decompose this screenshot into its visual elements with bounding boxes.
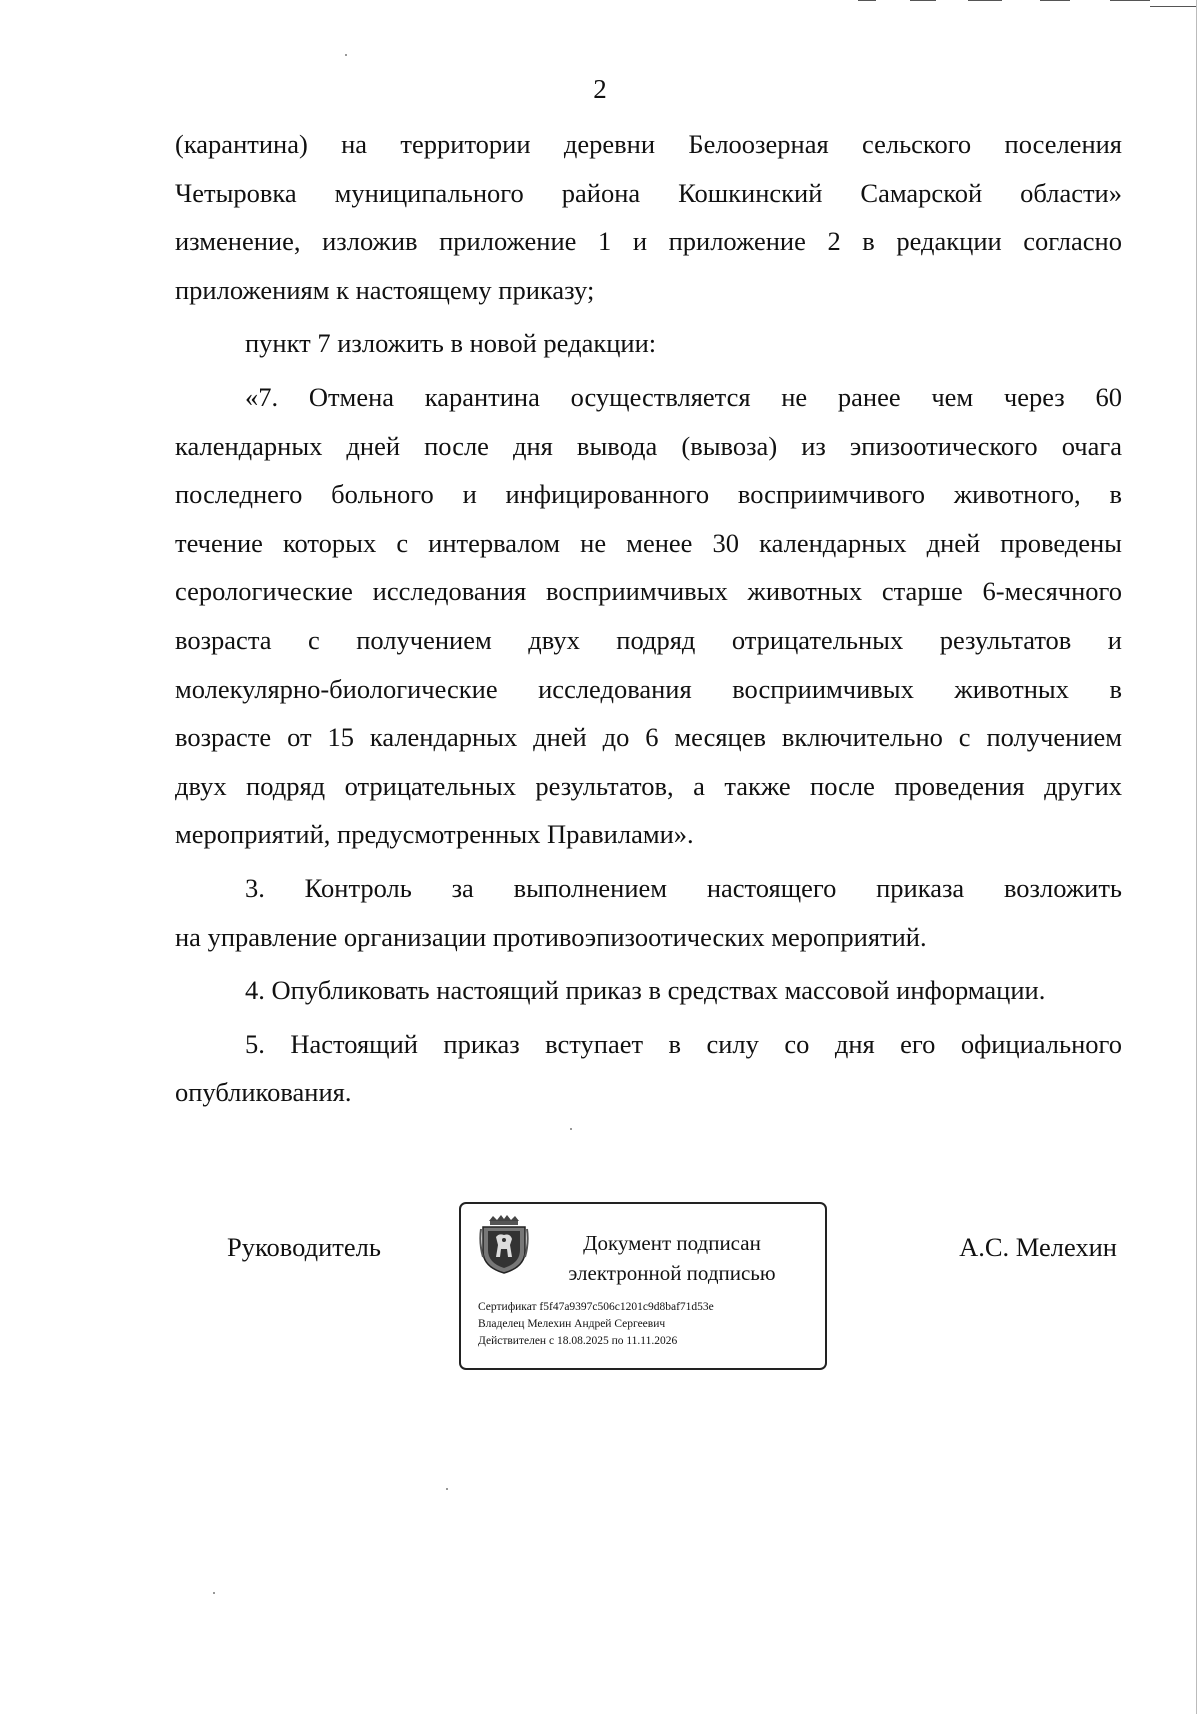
paragraph-line: календарных дней после дня вывода (вывоза) из эпизоотического очага <box>175 430 1122 461</box>
stamp-owner: Владелец Мелехин Андрей Сергеевич <box>478 1318 666 1330</box>
page-number: 2 <box>593 74 607 104</box>
body-text <box>175 120 1122 1117</box>
paragraph <box>175 120 1122 314</box>
paragraph-line: «7. Отмена карантина осуществляется не ранее чем через 60 <box>245 381 1122 412</box>
stamp-heading-line2: электронной подписью <box>568 1261 776 1285</box>
signer-position: Руководитель <box>227 1232 381 1262</box>
stamp-heading <box>541 1228 803 1288</box>
paragraph-line: на управление организации противоэпизоотических мероприятий. <box>175 921 927 952</box>
paragraph-line: пункт 7 изложить в новой редакции: <box>245 328 657 359</box>
paragraph-line: 3. Контроль за выполнением настоящего приказа возложить <box>245 872 1122 903</box>
electronic-signature-stamp <box>459 1202 827 1370</box>
paragraph-line: приложениям к настоящему приказу; <box>175 274 595 305</box>
scan-dot <box>213 1592 215 1594</box>
paragraph <box>175 966 1122 1015</box>
paragraph <box>175 864 1122 961</box>
scan-dot <box>345 54 347 56</box>
paragraph-line: серологические исследования восприимчивых животных старше 6-месячного <box>175 576 1122 607</box>
paragraph-line: возраста с получением двух подряд отрицательных результатов и <box>175 624 1122 655</box>
paragraph-line: опубликования. <box>175 1077 352 1108</box>
paragraph-line: 5. Настоящий приказ вступает в силу со дня его официального <box>245 1028 1122 1059</box>
signer-name: А.С. Мелехин <box>959 1232 1117 1262</box>
paragraph-line: Четыровка муниципального района Кошкинский Самарской области» <box>175 177 1122 208</box>
scan-mark <box>1040 0 1070 1</box>
stamp-certificate: Сертификат f5f47a9397c506c1201c9d8baf71d53e <box>478 1301 714 1313</box>
scan-mark <box>968 0 1002 1</box>
paragraph-line: возрасте от 15 календарных дней до 6 месяцев включительно с получением <box>175 722 1122 753</box>
stamp-details <box>478 1299 714 1350</box>
scan-mark <box>1196 0 1197 1714</box>
paragraph-line: (карантина) на территории деревни Белоозерная сельского поселения <box>175 129 1122 159</box>
stamp-heading-line1: Документ подписан <box>583 1231 761 1255</box>
stamp-validity: Действителен с 18.08.2025 по 11.11.2026 <box>478 1335 678 1347</box>
paragraph <box>175 319 1122 368</box>
scan-dot <box>446 1488 448 1490</box>
scan-mark <box>910 0 936 1</box>
paragraph <box>175 1020 1122 1117</box>
paragraph-line: мероприятий, предусмотренных Правилами». <box>175 819 694 850</box>
paragraph-line: двух подряд отрицательных результатов, а также после проведения других <box>175 770 1122 801</box>
samara-coat-of-arms-icon <box>479 1213 529 1275</box>
paragraph-line: изменение, изложив приложение 1 и приложение 2 в редакции согласно <box>175 226 1122 257</box>
paragraph-line: 4. Опубликовать настоящий приказ в средствах массовой информации. <box>245 975 1046 1006</box>
scan-mark <box>858 0 876 1</box>
paragraph-line: молекулярно-биологические исследования восприимчивых животных в <box>175 673 1122 704</box>
scan-mark <box>1150 6 1196 7</box>
scan-mark <box>1110 0 1150 1</box>
scan-dot <box>570 1128 572 1130</box>
paragraph-line: течение которых с интервалом не менее 30 календарных дней проведены <box>175 527 1122 558</box>
paragraph-line: последнего больного и инфицированного восприимчивого животного, в <box>175 479 1122 510</box>
paragraph <box>175 373 1122 859</box>
